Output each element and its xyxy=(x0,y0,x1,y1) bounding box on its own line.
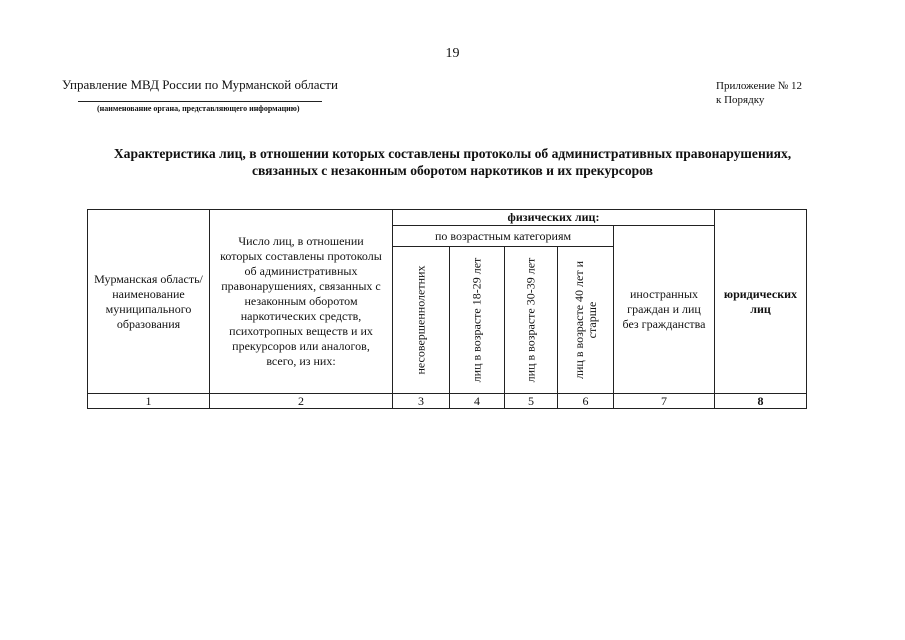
header-age-minors-text: несовершеннолетних xyxy=(413,265,428,375)
title-line-1: Характеристика лиц, в отношении которых составлены протоколы об административных правонарушениях, xyxy=(113,146,792,161)
column-number: 1 xyxy=(88,394,210,409)
column-number-row xyxy=(88,394,807,409)
organization-caption: (наименование органа, представляющего информацию) xyxy=(97,104,300,113)
organization-name: Управление МВД России по Мурманской области xyxy=(62,77,338,92)
title-line-2: связанных с незаконным оборотом наркотиков и их прекурсоров xyxy=(251,163,653,178)
header-region: Мурманская область/ наименование муниципального образования xyxy=(88,210,210,394)
statistics-table xyxy=(87,209,807,409)
column-number: 7 xyxy=(614,394,715,409)
page-number: 19 xyxy=(445,46,460,61)
header-age-18-29-text: лиц в возрасте 18-29 лет xyxy=(469,257,484,383)
organization-underline xyxy=(78,101,322,102)
header-foreign-citizens: иностранных граждан и лиц без гражданства xyxy=(614,226,715,394)
appendix-line-2: к Порядку xyxy=(716,94,765,106)
header-age-40-plus xyxy=(558,247,614,394)
column-number: 3 xyxy=(393,394,450,409)
header-age-categories: по возрастным категориям xyxy=(393,226,614,247)
header-age-minors xyxy=(393,247,450,394)
column-number: 5 xyxy=(505,394,558,409)
header-physical-persons: физических лиц: xyxy=(393,210,715,226)
appendix-reference xyxy=(716,79,802,107)
column-number: 2 xyxy=(210,394,393,409)
column-number: 4 xyxy=(450,394,505,409)
header-age-40-plus-text: лиц в возрасте 40 лет и старше xyxy=(571,260,599,380)
column-number: 6 xyxy=(558,394,614,409)
appendix-line-1: Приложение № 12 xyxy=(716,80,803,92)
header-legal-entities: юридических лиц xyxy=(715,210,807,394)
header-total-persons: Число лиц, в отношении которых составлены протоколы об административных правонарушениях, связанных с незаконным оборотом наркотических средств, психотропных веществ и их прекурсоров или аналогов, всего, из них: xyxy=(210,210,393,394)
header-age-30-39 xyxy=(505,247,558,394)
document-title xyxy=(60,145,845,179)
header-age-30-39-text: лиц в возрасте 30-39 лет xyxy=(523,257,538,383)
column-number: 8 xyxy=(715,394,807,409)
header-age-18-29 xyxy=(450,247,505,394)
